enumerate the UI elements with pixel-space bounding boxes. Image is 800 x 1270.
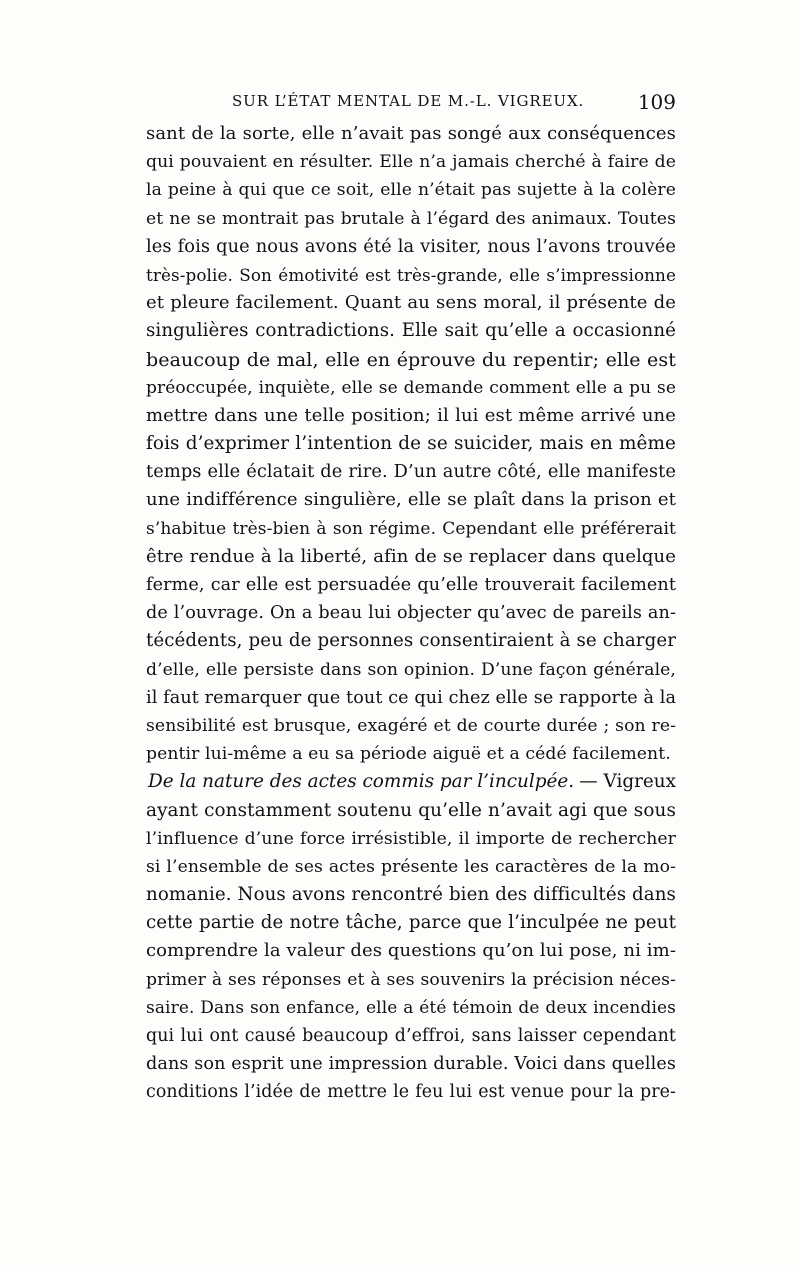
text-line: comprendre la valeur des questions qu’on lui pose, ni im- [146,940,677,962]
text-line: técédents, peu de personnes consentiraient à se charger [146,630,676,652]
text-line: l’influence d’une force irrésistible, il importe de rechercher [146,828,676,849]
text-line: sant de la sorte, elle n’avait pas songé aux conséquences [146,123,676,144]
text-line: dans son esprit une impression durable. Voici dans quelles [146,1054,676,1075]
text-line: et ne se montrait pas brutale à l’égard des animaux. Toutes [146,208,676,229]
text-line: d’elle, elle persiste dans son opinion. D’une façon générale, [146,659,676,680]
text-line: temps elle éclatait de rire. D’un autre côté, elle manifeste [146,461,676,483]
text-line: saire. Dans son enfance, elle a été témoin de deux incendies [146,997,676,1018]
text-line: mettre dans une telle position; il lui est même arrivé une [146,404,676,426]
text-line: ayant constamment soutenu qu’elle n’avait agi que sous [146,799,676,821]
text-line: s’habitue très-bien à son régime. Cependant elle préférerait [146,518,676,539]
text-line: conditions l’idée de mettre le feu lui est venue pour la pre- [146,1082,676,1103]
text-line: qui pouvaient en résulter. Elle n’a jamais cherché à faire de [146,152,676,173]
text-line: les fois que nous avons été la visiter, nous l’avons trouvée [146,235,676,257]
body-text [146,120,676,1107]
text-line: qui lui ont causé beaucoup d’effroi, sans laisser cependant [146,1026,676,1046]
text-line: fois d’exprimer l’intention de se suicider, mais en même [146,433,676,455]
text-line: être rendue à la liberté, afin de se replacer dans quelque [146,545,676,567]
text-line: et pleure facilement. Quant au sens moral, il présente de [146,292,676,314]
text-line: primer à ses réponses et à ses souvenirs la précision néces- [146,969,676,990]
text-line: une indifférence singulière, elle se plaît dans la prison et [146,489,676,511]
text-line: de l’ouvrage. On a beau lui objecter qu’avec de pareils an- [146,603,676,624]
running-title: SUR L’ÉTAT MENTAL DE M.-L. VIGREUX. [232,92,585,110]
text-line: nomanie. Nous avons rencontré bien des difficultés dans [146,884,676,906]
paragraph-last-line: pentir lui-même a eu sa période aiguë et a cédé facilement. [146,744,671,765]
text-line: si l’ensemble de ses actes présente les caractères de la mo- [146,856,676,877]
text-line: beaucoup de mal, elle en éprouve du repentir; elle est [146,348,676,371]
text-line: très-polie. Son émotivité est très-grande, elle s’impressionne [146,264,676,285]
section-rubric: De la nature des actes commis par l’inculpée. [148,771,575,793]
text-line: la peine à qui que ce soit, elle n’était pas sujette à la colère [146,180,676,201]
page-number: 109 [637,90,676,114]
text-line: sensibilité est brusque, exagéré et de courte durée ; son re- [146,715,676,736]
text-line: préoccupée, inquiète, elle se demande comment elle a pu se [146,377,676,398]
text-line: singulières contradictions. Elle sait qu’elle a occasionné [146,320,676,342]
text-line: il faut remarquer que tout ce qui chez elle se rapporte à la [146,687,677,708]
running-head [146,92,676,114]
text-line: ferme, car elle est persuadée qu’elle trouverait facilement [146,575,676,595]
section-rubric-line [146,768,676,796]
rubric-continuation: — Vigreux [579,771,676,793]
text-line: cette partie de notre tâche, parce que l’inculpée ne peut [146,912,676,934]
